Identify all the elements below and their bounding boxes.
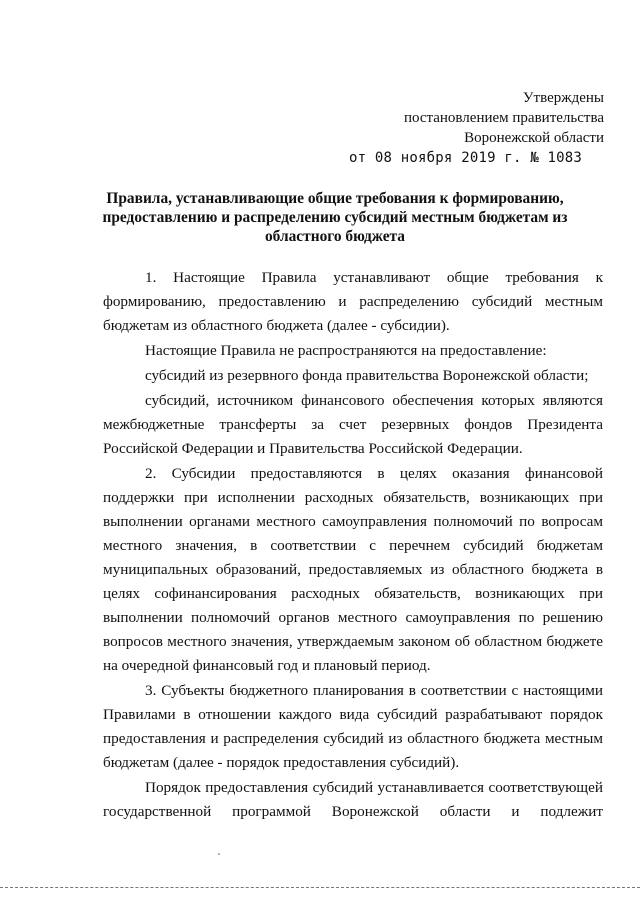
approval-block xyxy=(349,88,604,168)
document-title xyxy=(100,189,570,246)
approval-line-region: Воронежской области xyxy=(464,130,604,146)
paragraph-exclusion-reserve-fund: субсидий из резервного фонда правительства Воронежской области; xyxy=(145,367,589,384)
title-line-1: Правила, устанавливающие общие требования к формированию, xyxy=(106,190,564,207)
approval-date-number: от 08 ноября 2019 г. № 1083 xyxy=(349,150,582,166)
paragraph-1: 1. Настоящие Правила устанавливают общие требования к формированию, предоставлению и распределению субсидий местным бюджетам из областного бюджета (далее - субсидии). xyxy=(103,269,603,334)
approval-line-approved: Утверждены xyxy=(522,90,604,106)
title-line-2: предоставлению и распределению субсидий местным бюджетам из xyxy=(102,209,568,226)
paragraph-exclusion-transfers: субсидий, источником финансового обеспечения которых являются межбюджетные трансферты за счет резервных фондов Президента Российской Федерации и Правительства Российской Федерации. xyxy=(103,392,603,457)
paragraph-2: 2. Субсидии предоставляются в целях оказания финансовой поддержки при исполнении расходных обязательств, возникающих при выполнении органами местного самоуправления полномочий по вопросам местного значения, в соответствии с перечнем субсидий бюджетам муниципальных образований, предоставляемых из областного бюджета в целях софинансирования расходных обязательств, возникающих при выполнении полномочий органов местного самоуправления по решению вопросов местного значения, утверждаемым законом об областном бюджете на очередной финансовый год и плановый период. xyxy=(103,465,603,674)
page-bottom-edge xyxy=(0,887,640,888)
paragraph-procedure: Порядок предоставления субсидий устанавливается соответствующей государственной программой Воронежской области и подлежит xyxy=(103,779,603,820)
paragraph-3: 3. Субъекты бюджетного планирования в соответствии с настоящими Правилами в отношении каждого вида субсидий разрабатывают порядок предоставления и распределения субсидий из областного бюджета местным бюджетам (далее - порядок предоставления субсидий). xyxy=(103,682,603,771)
document-body xyxy=(103,266,603,824)
paragraph-exclusions-intro: Настоящие Правила не распространяются на предоставление: xyxy=(145,342,547,359)
scan-speck xyxy=(218,853,220,855)
approval-line-resolution: постановлением правительства xyxy=(403,110,604,126)
title-line-3: областного бюджета xyxy=(264,228,406,245)
